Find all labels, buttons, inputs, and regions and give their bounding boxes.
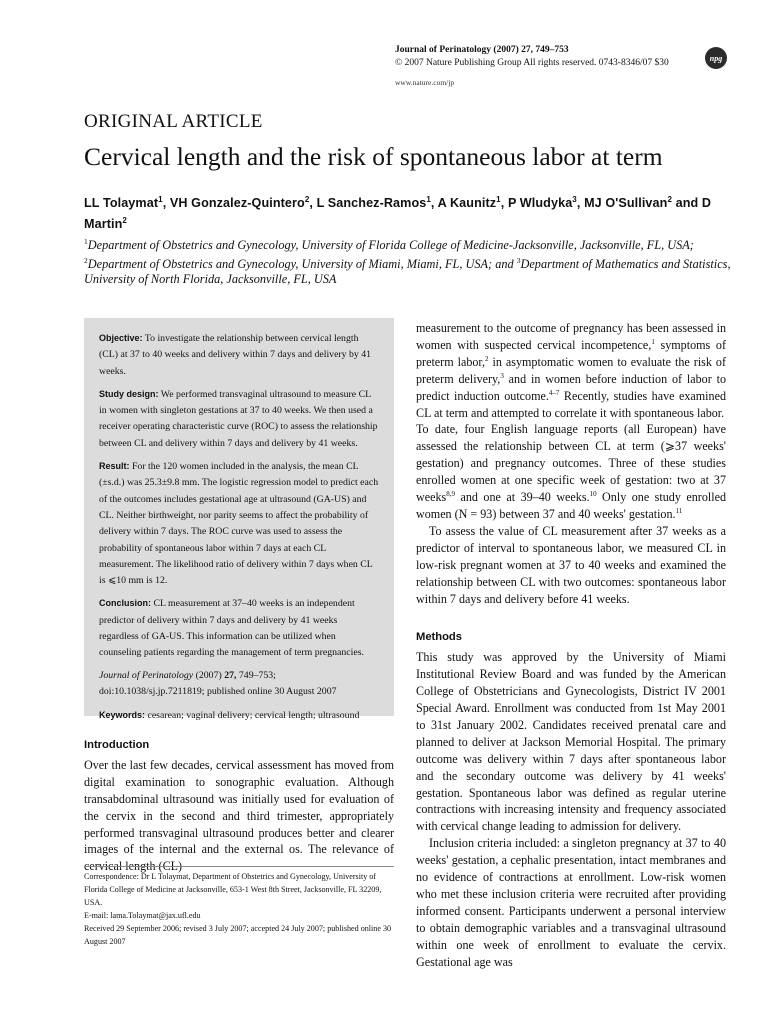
journal-line: Journal of Perinatology (2007) 27, 749–753 [395, 45, 569, 55]
abstract-result [99, 458, 379, 589]
citation-ref[interactable]: 4–7 [548, 388, 560, 397]
affil-number: 1 [84, 237, 88, 246]
introduction-section [84, 737, 394, 875]
author-list: LL Tolaymat$^1$, VH Gonzalez-Quintero$^2$, L Sanchez-Ramos$^1$, A Kaunitz$^1$, P Wludyka$^3$, MJ O'Sullivan$^2$ and D Martin$^2$ [84, 195, 712, 232]
author-affil-ref: 1 [426, 195, 431, 204]
design-label: Study design: [99, 388, 159, 399]
abstract-keywords [99, 707, 379, 724]
correspondence-text: Correspondence: Dr L Tolaymat, Department of Obstetrics and Gynecology, University of Florida College of Medicine at Jacksonville, 653-1 West 8th Street, Jacksonville, FL 32209, USA. [84, 872, 382, 907]
text-run: symptoms of preterm labor, [416, 337, 726, 369]
objective-label: Objective: [99, 333, 143, 343]
paragraph [416, 320, 726, 421]
methods-heading: Methods [416, 631, 462, 644]
author-affil-ref: 2 [304, 195, 310, 204]
npg-logo: npg [705, 47, 727, 69]
citation-volume: 27, [224, 669, 237, 681]
affil-number: 2 [84, 256, 88, 266]
citation-details: 749–753; doi:10.1038/sj.jp.7211819; published online 30 August 2007 [99, 669, 337, 697]
result-text: For the 120 women included in the analysis, the mean CL (±s.d.) was 25.3±9.8 mm. The logistic regression model to predict each of the outcomes includes gestational age at ultrasound (GA-US) and CL. Neither birthweight, nor parity seems to affect the probability of delivery within 7 days. The ROC curve was used to assess the probability of spontaneous labor within 7 days at each CL measurement. The likelihood ratio of delivery within 7 days when CL is ⩽10 mm is 12. [99, 461, 379, 587]
right-column [416, 320, 726, 971]
affil-number: 3 [516, 256, 521, 266]
objective-text: To investigate the relationship between cervical length (CL) at 37 to 40 weeks and delivery within 7 days and delivery by 41 weeks. [99, 333, 372, 377]
author-affil-ref: 3 [572, 195, 577, 204]
design-text: We performed transvaginal ultrasound to measure CL in women with singleton gestations at 37 to 40 weeks. We then used a receiver operating characteristic curve (ROC) to assess the relationship between CL and delivery within 7 days and delivery by 41 weeks. [99, 388, 378, 449]
citation [99, 668, 379, 701]
author-name: P Wludyka [507, 196, 573, 211]
author-name: VH Gonzalez-Quintero [169, 196, 305, 211]
citation-ref[interactable]: 10 [589, 490, 597, 499]
citation-ref[interactable]: 3 [500, 371, 504, 380]
journal-url[interactable]: www.nature.com/jp [395, 78, 455, 87]
affiliation-2: Department of Obstetrics and Gynecology, University of Miami, Miami, FL, USA; and [87, 257, 514, 272]
conclusion-text: CL measurement at 37–40 weeks is an independent predictor of delivery within 7 days and delivery by 41 weeks regardless of GA-US. This information can be utilized when counseling patients regarding the management of term pregnancies. [99, 598, 364, 659]
author-affil-ref: 1 [158, 195, 163, 204]
citation-ref[interactable]: 8,9 [446, 490, 455, 499]
paragraph [416, 421, 726, 522]
author-name: LL Tolaymat [84, 196, 159, 211]
paragraph: Inclusion criteria included: a singleton pregnancy at 37 to 40 weeks' gestation, a cephalic presentation, intact membranes and no evidence of contractions at enrollment. Low-risk women who met these inclusion criteria were recruited after providing informed consent. Participants underwent a personal interview to obtain demographic variables and a transvaginal ultrasound within one week of enrollment to evaluate the cervix. Gestational age was [416, 836, 726, 969]
text-run: Recently, studies have examined CL at term and attempted to correlate it with spontaneous labor. [416, 388, 726, 420]
author-affil-ref: 2 [122, 216, 127, 226]
author-name: D Martin [84, 196, 712, 232]
keywords-label: Keywords: [99, 710, 146, 721]
affiliation-3: Department of Mathematics and Statistics, University of North Florida, Jacksonville, FL, USA [84, 257, 731, 287]
author-affil-ref: 2 [667, 195, 672, 204]
introduction-text: Over the last few decades, cervical assessment has moved from digital examination to sonographic evaluation. Although transabdominal ultrasound was initially used for evaluation of the cervix in the second and third trimester, appropriately performed transvaginal ultrasound produces better and clearer images of the internal and the external os. The relevance of cervical length (CL) [84, 757, 394, 874]
correspondence-footnote [84, 870, 394, 948]
paragraph: To assess the value of CL measurement after 37 weeks as a predictor of interval to spontaneous labor, we measured CL in low-risk pregnant women at 37 to 40 weeks and examined the relationship between CL with two outcomes: spontaneous labor within 7 days and delivery before 41 weeks. [416, 523, 726, 606]
section-label: ORIGINAL ARTICLE [84, 111, 263, 132]
received-dates: Received 29 September 2006; revised 3 July 2007; accepted 24 July 2007; published online 30 August 2007 [84, 924, 392, 946]
citation-ref[interactable]: 1 [651, 337, 655, 346]
author-affil-ref: 1 [496, 195, 501, 204]
paragraph: This study was approved by the University of Miami Institutional Review Board and was funded by the American College of Obstetricians and Gynecologists, District IV 2001 Special Award. Enrollment was conducted from 1st May 2001 to 31st January 2002. Candidates received prenatal care and planned to deliver at Jackson Memorial Hospital. The primary outcome was delivery within 7 days after spontaneous labor and the secondary outcome was delivery by 41 weeks' gestation. Spontaneous labor was defined as regular uterine contractions with increasing intensity and frequency associated with cervical change leading to admission for delivery. [416, 650, 726, 834]
author-name: MJ O'Sullivan [584, 196, 668, 211]
footnote-divider [84, 866, 394, 867]
correspondence-email[interactable]: E-mail: lama.Tolaymat@jax.ufl.edu [84, 911, 201, 920]
author-name: L Sanchez-Ramos [316, 196, 427, 211]
text-run: and one at 39–40 weeks. [454, 490, 590, 505]
keywords-text: cesarean; vaginal delivery; cervical length; ultrasound [147, 710, 360, 722]
abstract-conclusion [99, 595, 379, 661]
citation-journal: Journal of Perinatology [99, 669, 194, 681]
result-label: Result: [99, 461, 130, 472]
citation-year: (2007) [195, 669, 222, 681]
citation-ref[interactable]: 2 [485, 354, 489, 363]
abstract-design [99, 386, 379, 452]
text-run: in asymptomatic women to evaluate the risk of preterm delivery, [416, 354, 726, 386]
text-run: measurement to the outcome of pregnancy has been assessed in women with suspected cervical incompetence, [416, 321, 726, 352]
text-run: Only one study enrolled women (N = 93) between 37 and 40 weeks' gestation. [416, 490, 726, 521]
affiliations [84, 234, 734, 287]
abstract-objective [99, 330, 379, 380]
citation-ref[interactable]: 11 [675, 506, 683, 515]
copyright-line: © 2007 Nature Publishing Group All rights reserved. 0743-8346/07 $30 [395, 58, 669, 68]
introduction-heading: Introduction [84, 739, 150, 751]
text-run: To date, four English language reports (all European) have assessed the relationship between CL at term (⩾37 weeks' gestation) and pregnancy outcomes. Three of these studies enrolled women at one specific week of gestation: two at 37 weeks [416, 422, 726, 505]
conclusion-label: Conclusion: [99, 598, 151, 609]
running-header [395, 44, 695, 89]
author-name: A Kaunitz [437, 196, 497, 211]
abstract-box [84, 318, 394, 722]
text-run: and in women before induction of labor to predict induction outcome. [416, 371, 726, 403]
affiliation-1: Department of Obstetrics and Gynecology, University of Florida College of Medicine-Jacksonville, Jacksonville, FL, USA; [87, 238, 694, 253]
article-title: Cervical length and the risk of spontaneous labor at term [84, 142, 663, 171]
